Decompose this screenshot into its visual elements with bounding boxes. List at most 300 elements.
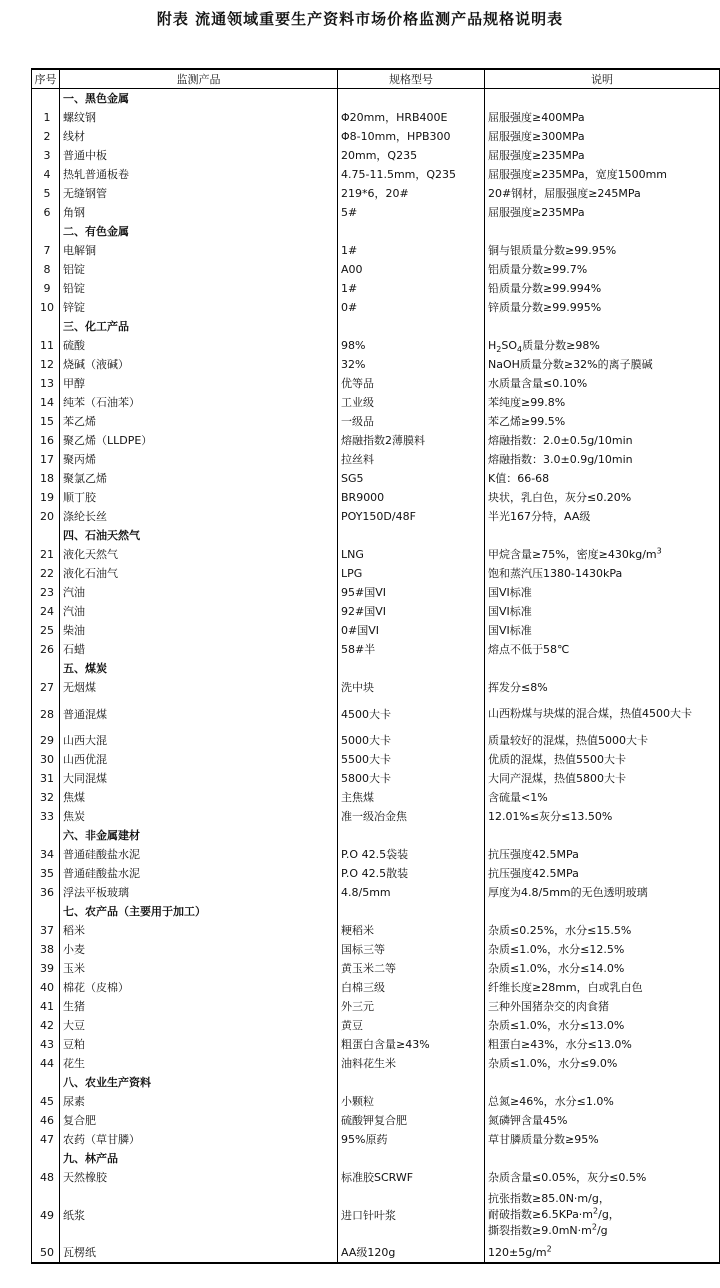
product-name: 大同混煤 [60, 769, 338, 788]
table-row [32, 845, 720, 864]
spec-value: 拉丝料 [338, 450, 485, 469]
row-number: 17 [32, 450, 60, 469]
table-row [32, 165, 720, 184]
product-name: 聚丙烯 [60, 450, 338, 469]
spec-cell [338, 317, 485, 336]
table-row [32, 488, 720, 507]
table-row [32, 788, 720, 807]
table-row [32, 1111, 720, 1130]
table-row [32, 978, 720, 997]
product-name: 甲醇 [60, 374, 338, 393]
product-name: 汽油 [60, 583, 338, 602]
table-row [32, 336, 720, 355]
row-number: 39 [32, 959, 60, 978]
row-number: 37 [32, 921, 60, 940]
desc-part: SO [501, 339, 518, 352]
desc-value: 水质量含量≤0.10% [485, 374, 720, 393]
desc-value: 铅质量分数≥99.994% [485, 279, 720, 298]
row-number: 46 [32, 1111, 60, 1130]
spec-value: 优等品 [338, 374, 485, 393]
spec-value: AA级120g [338, 1243, 485, 1263]
spec-value: 粗蛋白含量≥43% [338, 1035, 485, 1054]
spec-value: 一级品 [338, 412, 485, 431]
row-number: 27 [32, 678, 60, 697]
spec-cell [338, 1149, 485, 1168]
desc-line [488, 1207, 719, 1223]
spec-value: 工业级 [338, 393, 485, 412]
spec-value: 洗中块 [338, 678, 485, 697]
desc-value: 国VI标准 [485, 621, 720, 640]
table-row [32, 507, 720, 526]
spec-cell [338, 89, 485, 109]
product-name: 石蜡 [60, 640, 338, 659]
product-name: 线材 [60, 127, 338, 146]
spec-value: POY150D/48F [338, 507, 485, 526]
spec-value: 5500大卡 [338, 750, 485, 769]
desc-subscript: 4 [517, 345, 523, 355]
table-row [32, 921, 720, 940]
row-number: 15 [32, 412, 60, 431]
category-label: 五、煤炭 [60, 659, 338, 678]
product-name: 复合肥 [60, 1111, 338, 1130]
desc-cell [485, 89, 720, 109]
desc-value: 锌质量分数≥99.995% [485, 298, 720, 317]
product-name: 硫酸 [60, 336, 338, 355]
table-row [32, 127, 720, 146]
product-name: 普通混煤 [60, 697, 338, 731]
desc-value: 杂质≤1.0%，水分≤13.0% [485, 1016, 720, 1035]
spec-value: 0# [338, 298, 485, 317]
row-number: 11 [32, 336, 60, 355]
spec-value: LNG [338, 545, 485, 564]
table-row [32, 355, 720, 374]
desc-value: 杂质含量≤0.05%，灰分≤0.5% [485, 1168, 720, 1187]
desc-value: 大同产混煤，热值5800大卡 [485, 769, 720, 788]
desc-value: 熔融指数：2.0±0.5g/10min [485, 431, 720, 450]
category-row [32, 826, 720, 845]
row-number: 20 [32, 507, 60, 526]
spec-value: 标准胶SCRWF [338, 1168, 485, 1187]
table-row [32, 412, 720, 431]
spec-cell [338, 659, 485, 678]
product-name: 豆粕 [60, 1035, 338, 1054]
desc-cell [485, 1149, 720, 1168]
desc-cell [485, 317, 720, 336]
row-number: 25 [32, 621, 60, 640]
row-number: 32 [32, 788, 60, 807]
spec-value: 95%原药 [338, 1130, 485, 1149]
category-row [32, 526, 720, 545]
desc-value [485, 336, 720, 355]
row-number: 2 [32, 127, 60, 146]
product-name: 烧碱（液碱） [60, 355, 338, 374]
spec-table [31, 68, 720, 1264]
desc-value: 山西粉煤与块煤的混合煤，热值4500大卡 [485, 697, 720, 731]
row-number: 21 [32, 545, 60, 564]
desc-value: 质量较好的混煤，热值5000大卡 [485, 731, 720, 750]
row-number: 29 [32, 731, 60, 750]
row-number: 14 [32, 393, 60, 412]
row-number: 8 [32, 260, 60, 279]
row-number: 35 [32, 864, 60, 883]
desc-value: 苯乙烯≥99.5% [485, 412, 720, 431]
table-row [32, 769, 720, 788]
desc-value: 含硫量<1% [485, 788, 720, 807]
product-name: 柴油 [60, 621, 338, 640]
table-row [32, 431, 720, 450]
spec-value: P.O 42.5散装 [338, 864, 485, 883]
product-name: 角钢 [60, 203, 338, 222]
desc-value: 三种外国猪杂交的肉食猪 [485, 997, 720, 1016]
spec-cell [338, 222, 485, 241]
table-row [32, 260, 720, 279]
row-number: 28 [32, 697, 60, 731]
desc-part: H [488, 339, 497, 352]
spec-value: 219*6，20# [338, 184, 485, 203]
spec-value: 32% [338, 355, 485, 374]
row-number [32, 1073, 60, 1092]
table-row [32, 583, 720, 602]
row-number: 38 [32, 940, 60, 959]
desc-value: 氮磷钾含量45% [485, 1111, 720, 1130]
product-name: 稻米 [60, 921, 338, 940]
product-name: 聚乙烯（LLDPE） [60, 431, 338, 450]
table-row [32, 1130, 720, 1149]
header-desc: 说明 [485, 69, 720, 89]
product-name: 小麦 [60, 940, 338, 959]
table-row [32, 1016, 720, 1035]
row-number: 30 [32, 750, 60, 769]
product-name: 生猪 [60, 997, 338, 1016]
product-name: 锌锭 [60, 298, 338, 317]
row-number: 26 [32, 640, 60, 659]
desc-cell [485, 222, 720, 241]
table-row [32, 750, 720, 769]
product-name: 普通硅酸盐水泥 [60, 845, 338, 864]
category-label: 六、非金属建材 [60, 826, 338, 845]
table-row [32, 959, 720, 978]
row-number: 13 [32, 374, 60, 393]
row-number: 48 [32, 1168, 60, 1187]
product-name: 天然橡胶 [60, 1168, 338, 1187]
desc-cell [485, 526, 720, 545]
row-number [32, 902, 60, 921]
spec-value: 58#半 [338, 640, 485, 659]
table-row [32, 1243, 720, 1263]
table-row [32, 1187, 720, 1243]
desc-part: 撕裂指数≥9.0mN·m [488, 1224, 592, 1237]
desc-value [485, 1187, 720, 1243]
product-name: 焦炭 [60, 807, 338, 826]
row-number [32, 526, 60, 545]
table-row [32, 374, 720, 393]
product-name: 聚氯乙烯 [60, 469, 338, 488]
product-name: 顺丁胶 [60, 488, 338, 507]
table-row [32, 697, 720, 731]
desc-value: 杂质≤0.25%，水分≤15.5% [485, 921, 720, 940]
product-name: 普通中板 [60, 146, 338, 165]
spec-value: LPG [338, 564, 485, 583]
product-name: 普通硅酸盐水泥 [60, 864, 338, 883]
row-number: 47 [32, 1130, 60, 1149]
desc-value: 纤维长度≥28mm，白或乳白色 [485, 978, 720, 997]
spec-cell [338, 526, 485, 545]
table-row [32, 997, 720, 1016]
row-number [32, 317, 60, 336]
desc-value: 熔点不低于58℃ [485, 640, 720, 659]
spec-value: 准一级冶金焦 [338, 807, 485, 826]
table-row [32, 203, 720, 222]
desc-value: 屈服强度≥300MPa [485, 127, 720, 146]
category-label: 一、黑色金属 [60, 89, 338, 109]
table-row [32, 1054, 720, 1073]
category-row [32, 659, 720, 678]
spec-value: 进口针叶浆 [338, 1187, 485, 1243]
desc-value: 熔融指数：3.0±0.9g/10min [485, 450, 720, 469]
row-number [32, 222, 60, 241]
table-row [32, 864, 720, 883]
product-name: 螺纹钢 [60, 108, 338, 127]
desc-cell [485, 659, 720, 678]
category-label: 二、有色金属 [60, 222, 338, 241]
spec-value: 熔融指数2薄膜料 [338, 431, 485, 450]
spec-value: P.O 42.5袋装 [338, 845, 485, 864]
table-row [32, 450, 720, 469]
desc-value: 抗压强度42.5MPa [485, 864, 720, 883]
desc-cell [485, 826, 720, 845]
table-row [32, 883, 720, 902]
table-row [32, 469, 720, 488]
spec-value: 国标三等 [338, 940, 485, 959]
row-number: 19 [32, 488, 60, 507]
product-name: 铝锭 [60, 260, 338, 279]
table-row [32, 184, 720, 203]
desc-value: K值：66-68 [485, 469, 720, 488]
desc-part: 耐破指数≥6.5KPa·m [488, 1208, 594, 1221]
spec-cell [338, 1073, 485, 1092]
spec-value: 5# [338, 203, 485, 222]
desc-superscript: 2 [591, 1222, 597, 1232]
category-label: 三、化工产品 [60, 317, 338, 336]
product-name: 苯乙烯 [60, 412, 338, 431]
desc-value: 粗蛋白≥43%，水分≤13.0% [485, 1035, 720, 1054]
desc-value: 块状，乳白色，灰分≤0.20% [485, 488, 720, 507]
row-number: 16 [32, 431, 60, 450]
spec-value: 粳稻米 [338, 921, 485, 940]
row-number [32, 826, 60, 845]
header-spec: 规格型号 [338, 69, 485, 89]
spec-value: 95#国VI [338, 583, 485, 602]
product-name: 无烟煤 [60, 678, 338, 697]
row-number: 45 [32, 1092, 60, 1111]
category-label: 七、农产品（主要用于加工） [60, 902, 338, 921]
desc-superscript: 3 [656, 546, 662, 556]
table-row [32, 545, 720, 564]
product-name: 花生 [60, 1054, 338, 1073]
row-number: 40 [32, 978, 60, 997]
table-row [32, 807, 720, 826]
spec-value: BR9000 [338, 488, 485, 507]
category-row [32, 1149, 720, 1168]
row-number: 24 [32, 602, 60, 621]
desc-value: 优质的混煤，热值5500大卡 [485, 750, 720, 769]
row-number [32, 659, 60, 678]
table-row [32, 678, 720, 697]
desc-value: 抗压强度42.5MPa [485, 845, 720, 864]
row-number: 33 [32, 807, 60, 826]
spec-value: 4.8/5mm [338, 883, 485, 902]
category-row [32, 222, 720, 241]
table-row [32, 393, 720, 412]
desc-part: /g， [598, 1208, 620, 1221]
desc-value: 屈服强度≥235MPa [485, 146, 720, 165]
row-number: 18 [32, 469, 60, 488]
product-name: 液化石油气 [60, 564, 338, 583]
table-row [32, 621, 720, 640]
row-number: 50 [32, 1243, 60, 1263]
spec-value: A00 [338, 260, 485, 279]
product-name: 无缝钢管 [60, 184, 338, 203]
product-name: 焦煤 [60, 788, 338, 807]
category-row [32, 317, 720, 336]
desc-value: 屈服强度≥235MPa [485, 203, 720, 222]
desc-value: 杂质≤1.0%，水分≤12.5% [485, 940, 720, 959]
row-number: 41 [32, 997, 60, 1016]
row-number: 10 [32, 298, 60, 317]
product-name: 棉花（皮棉） [60, 978, 338, 997]
category-label: 九、林产品 [60, 1149, 338, 1168]
category-row [32, 89, 720, 109]
desc-value: 屈服强度≥235MPa，宽度1500mm [485, 165, 720, 184]
desc-value: 屈服强度≥400MPa [485, 108, 720, 127]
row-number: 34 [32, 845, 60, 864]
desc-part: 质量分数≥98% [522, 339, 600, 352]
header-product: 监测产品 [60, 69, 338, 89]
product-name: 涤纶长丝 [60, 507, 338, 526]
desc-value: 12.01%≤灰分≤13.50% [485, 807, 720, 826]
desc-part: 120±5g/m [488, 1246, 547, 1259]
row-number: 12 [32, 355, 60, 374]
product-name: 电解铜 [60, 241, 338, 260]
spec-value: 92#国VI [338, 602, 485, 621]
spec-value: 1# [338, 279, 485, 298]
product-name: 山西优混 [60, 750, 338, 769]
desc-part: 甲烷含量≥75%，密度≥430kg/m [488, 548, 657, 561]
row-number: 5 [32, 184, 60, 203]
table-row [32, 1092, 720, 1111]
desc-value: 挥发分≤8% [485, 678, 720, 697]
row-number: 36 [32, 883, 60, 902]
product-name: 纸浆 [60, 1187, 338, 1243]
table-body [32, 89, 720, 1264]
table-row [32, 602, 720, 621]
row-number: 7 [32, 241, 60, 260]
row-number: 6 [32, 203, 60, 222]
desc-value: 饱和蒸汽压1380-1430kPa [485, 564, 720, 583]
row-number: 22 [32, 564, 60, 583]
row-number: 43 [32, 1035, 60, 1054]
category-row [32, 902, 720, 921]
spec-value: 5800大卡 [338, 769, 485, 788]
product-name: 铅锭 [60, 279, 338, 298]
desc-value: 草甘膦质量分数≥95% [485, 1130, 720, 1149]
desc-line: 抗张指数≥85.0N·m/g， [488, 1192, 610, 1205]
spec-cell [338, 826, 485, 845]
spec-value: 98% [338, 336, 485, 355]
row-number: 3 [32, 146, 60, 165]
product-name: 汽油 [60, 602, 338, 621]
row-number: 44 [32, 1054, 60, 1073]
desc-value: 苯纯度≥99.8% [485, 393, 720, 412]
table-row [32, 279, 720, 298]
spec-value: 外三元 [338, 997, 485, 1016]
product-name: 农药（草甘膦） [60, 1130, 338, 1149]
table-row [32, 940, 720, 959]
desc-subscript: 2 [496, 345, 502, 355]
desc-cell [485, 902, 720, 921]
row-number [32, 1149, 60, 1168]
desc-line [488, 1223, 719, 1239]
table-row [32, 640, 720, 659]
spec-value: 硫酸钾复合肥 [338, 1111, 485, 1130]
spec-value: 黄豆 [338, 1016, 485, 1035]
table-row [32, 146, 720, 165]
header-row [32, 69, 720, 89]
spec-value: 主焦煤 [338, 788, 485, 807]
table-row [32, 1035, 720, 1054]
spec-value: 4.75-11.5mm，Q235 [338, 165, 485, 184]
desc-value: NaOH质量分数≥32%的离子膜碱 [485, 355, 720, 374]
table-row [32, 241, 720, 260]
desc-value: 铝质量分数≥99.7% [485, 260, 720, 279]
product-name: 尿素 [60, 1092, 338, 1111]
spec-value: 20mm，Q235 [338, 146, 485, 165]
table-row [32, 108, 720, 127]
desc-value: 总氮≥46%，水分≤1.0% [485, 1092, 720, 1111]
product-name: 大豆 [60, 1016, 338, 1035]
table-row [32, 731, 720, 750]
product-name: 玉米 [60, 959, 338, 978]
desc-superscript: 2 [593, 1206, 599, 1216]
row-number: 1 [32, 108, 60, 127]
desc-value: 国VI标准 [485, 583, 720, 602]
header-no: 序号 [32, 69, 60, 89]
spec-value: 1# [338, 241, 485, 260]
spec-value: 白棉三级 [338, 978, 485, 997]
desc-value: 国VI标准 [485, 602, 720, 621]
desc-cell [485, 1073, 720, 1092]
product-name: 浮法平板玻璃 [60, 883, 338, 902]
table-row [32, 564, 720, 583]
row-number: 31 [32, 769, 60, 788]
desc-value: 厚度为4.8/5mm的无色透明玻璃 [485, 883, 720, 902]
desc-part: /g [596, 1224, 608, 1237]
row-number: 49 [32, 1187, 60, 1243]
table-row [32, 298, 720, 317]
desc-value [485, 1243, 720, 1263]
spec-value: 0#国VI [338, 621, 485, 640]
spec-value: 4500大卡 [338, 697, 485, 731]
desc-superscript: 2 [546, 1244, 552, 1254]
category-label: 四、石油天然气 [60, 526, 338, 545]
table-row [32, 1168, 720, 1187]
spec-value: 油料花生米 [338, 1054, 485, 1073]
page-title: 附表 流通领域重要生产资料市场价格监测产品规格说明表 [156, 10, 564, 28]
desc-value: 半光167分特，AA级 [485, 507, 720, 526]
desc-value: 杂质≤1.0%，水分≤9.0% [485, 1054, 720, 1073]
product-name: 瓦楞纸 [60, 1243, 338, 1263]
row-number: 42 [32, 1016, 60, 1035]
